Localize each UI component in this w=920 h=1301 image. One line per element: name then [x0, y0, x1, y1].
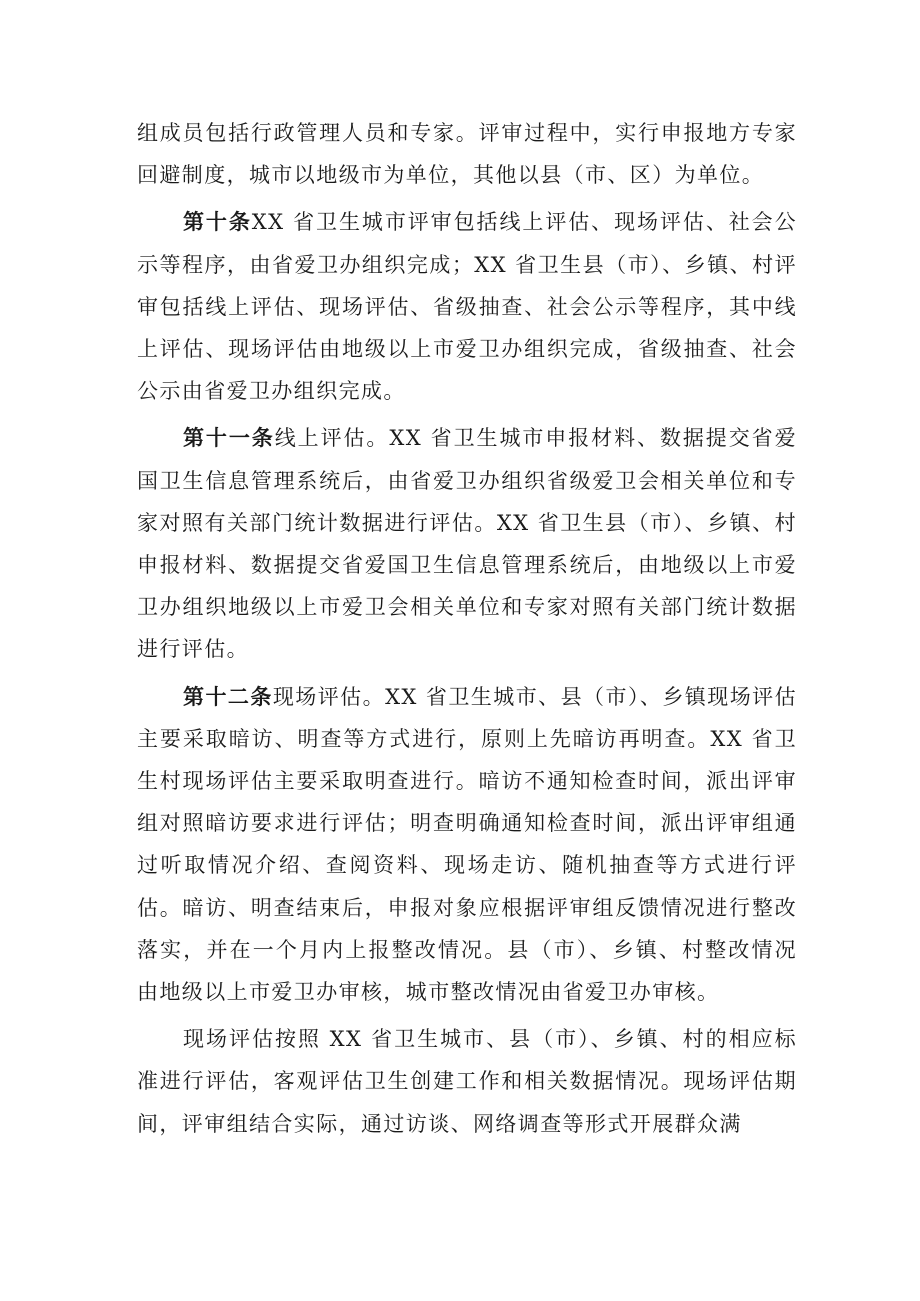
paragraph-article-11: [137, 417, 797, 670]
article-label: 第十条: [183, 210, 252, 235]
paragraph-text: 现场评估。XX 省卫生城市、县（市）、乡镇现场评估主要采取暗访、明查等方式进行，原则上先暗访再明查。XX 省卫生村现场评估主要采取明查进行。暗访不通知检查时间，派出评审组对照暗访要求进行评估；明查明确通知检查时间，派出评审组通过听取情况介绍、查阅资料、现场走访、随机抽查等方式进行评估。暗访、明查结束后，申报对象应根据评审组反馈情况进行整改落实，并在一个月内上报整改情况。县（市）、乡镇、村整改情况由地级以上市爱卫办审核，城市整改情况由省爱卫办审核。: [137, 684, 797, 1005]
paragraph-text: 线上评估。XX 省卫生城市申报材料、数据提交省爱国卫生信息管理系统后，由省爱卫办组织省级爱卫会相关单位和专家对照有关部门统计数据进行评估。XX 省卫生县（市）、乡镇、村申报材料、数据提交省爱国卫生信息管理系统后，由地级以上市爱卫办组织地级以上市爱卫会相关单位和专家对照有关部门统计数据进行评估。: [137, 426, 797, 662]
paragraph-text: 组成员包括行政管理人员和专家。评审过程中，实行申报地方专家回避制度，城市以地级市为单位，其他以县（市、区）为单位。: [137, 121, 797, 188]
document-body: [137, 112, 797, 1150]
paragraph-continuation: [137, 112, 797, 196]
paragraph-text: XX 省卫生城市评审包括线上评估、现场评估、社会公示等程序，由省爱卫办组织完成；XX 省卫生县（市）、乡镇、村评审包括线上评估、现场评估、省级抽查、社会公示等程序，其中线上评估、现场评估由地级以上市爱卫办组织完成，省级抽查、社会公示由省爱卫办组织完成。: [137, 210, 798, 404]
paragraph-text: 现场评估按照 XX 省卫生城市、县（市）、乡镇、村的相应标准进行评估，客观评估卫生创建工作和相关数据情况。现场评估期间，评审组结合实际，通过访谈、网络调查等形式开展群众满: [137, 1027, 797, 1136]
paragraph-site-assessment: [137, 1018, 797, 1145]
article-label: 第十一条: [183, 426, 275, 451]
paragraph-article-10: [137, 201, 797, 412]
article-label: 第十二条: [183, 684, 273, 709]
paragraph-article-12: [137, 676, 797, 1014]
